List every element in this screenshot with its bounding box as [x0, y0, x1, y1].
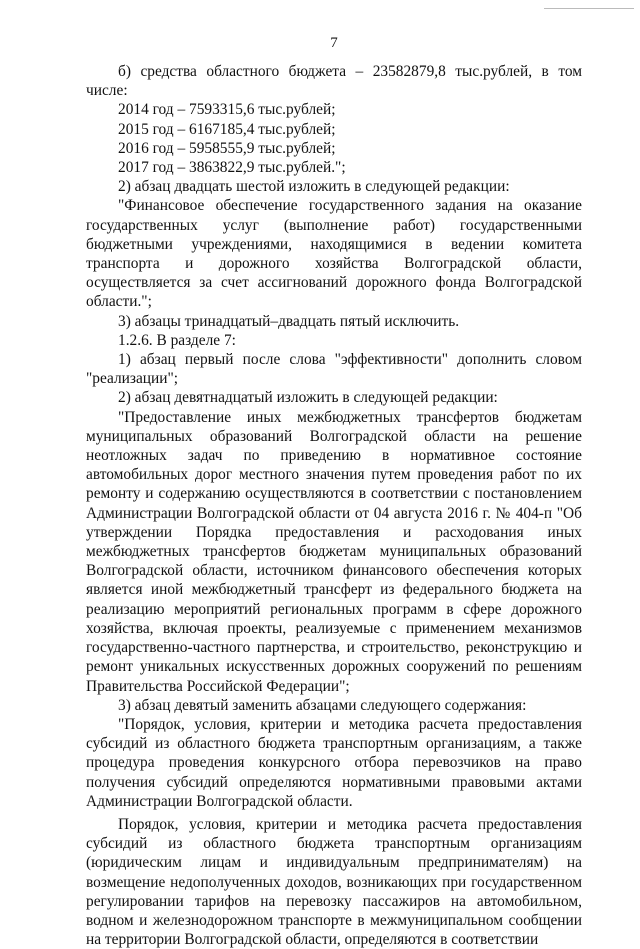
paragraph-year-2014: 2014 год – 7593315,6 тыс.рублей; — [118, 101, 336, 119]
page-number: 7 — [330, 35, 338, 51]
paragraph-financing-quote: "Финансовое обеспечение государственного задания на оказание государственных услуг (выполнение работ) государственными бюджетными учреждениями, находящимися в ведении комитета транспорта и дорожного хозяйства Волгоградской области, осуществляется за счет ассигнований дорожного фонда Волгоградской области."; — [86, 197, 582, 311]
paragraph-section7-item-1: 1) абзац первый после слова "эффективности" дополнить словом "реализации"; — [86, 351, 582, 388]
paragraph-subsidies-quote: "Порядок, условия, критерии и методика расчета предоставления субсидий из областного бюджета транспортным организациям, а также процедура проведения конкурсного отбора перевозчиков на право получения субсидий определяются нормативными правовыми актами Администрации Волгоградской области. — [86, 715, 582, 810]
paragraph-year-2016: 2016 год – 5958555,9 тыс.рублей; — [118, 139, 336, 157]
paragraph-year-2015: 2015 год – 6167185,4 тыс.рублей; — [118, 120, 336, 138]
paragraph-section7-item-3: 3) абзац девятый заменить абзацами следующего содержания: — [118, 696, 527, 714]
scan-edge-mark — [544, 0, 634, 9]
paragraph-item-2: 2) абзац двадцать шестой изложить в следующей редакции: — [118, 178, 510, 196]
paragraph-section-126: 1.2.6. В разделе 7: — [118, 331, 236, 349]
paragraph-funds-total: б) средства областного бюджета – 23582879,8 тыс.рублей, в том числе: — [86, 63, 582, 100]
paragraph-item-3: 3) абзацы тринадцатый–двадцать пятый исключить. — [118, 312, 460, 330]
paragraph-section7-item-2: 2) абзац девятнадцатый изложить в следующей редакции: — [118, 389, 498, 407]
paragraph-year-2017: 2017 год – 3863822,9 тыс.рублей."; — [118, 159, 346, 177]
document-body — [86, 62, 582, 949]
paragraph-subsidies-order: Порядок, условия, критерии и методика расчета предоставления субсидий из областного бюджета транспортным организациям (юридическим лицам и индивидуальным предпринимателям) на возмещение недополученных доходов, возникающих при государственном регулировании тарифов на перевозку пассажиров на автомобильном, водном и железнодорожном транспорте в межмуниципальном сообщении на территории Волгоградской области, определяются в соответствии — [86, 815, 582, 949]
paragraph-transfers-quote: "Предоставление иных межбюджетных трансфертов бюджетам муниципальных образований Волгоградской области на решение неотложных задач по приведению в нормативное состояние автомобильных дорог местного значения путем проведения работ по их ремонту и содержанию осуществляются в соответствии с постановлением Администрации Волгоградской области от 04 августа 2016 г. № 404-п "Об утверждении Порядка предоставления и расходования иных межбюджетных трансфертов бюджетам муниципальных образований Волгоградской области, источником финансового обеспечения которых является иной межбюджетный трансферт из федерального бюджета на реализацию мероприятий региональных программ в сфере дорожного хозяйства, включая проекты, реализуемые с применением механизмов государственно-частного партнерства, и строительство, реконструкцию и ремонт уникальных искусственных дорожных сооружений по решениям Правительства Российской Федерации"; — [86, 408, 582, 695]
